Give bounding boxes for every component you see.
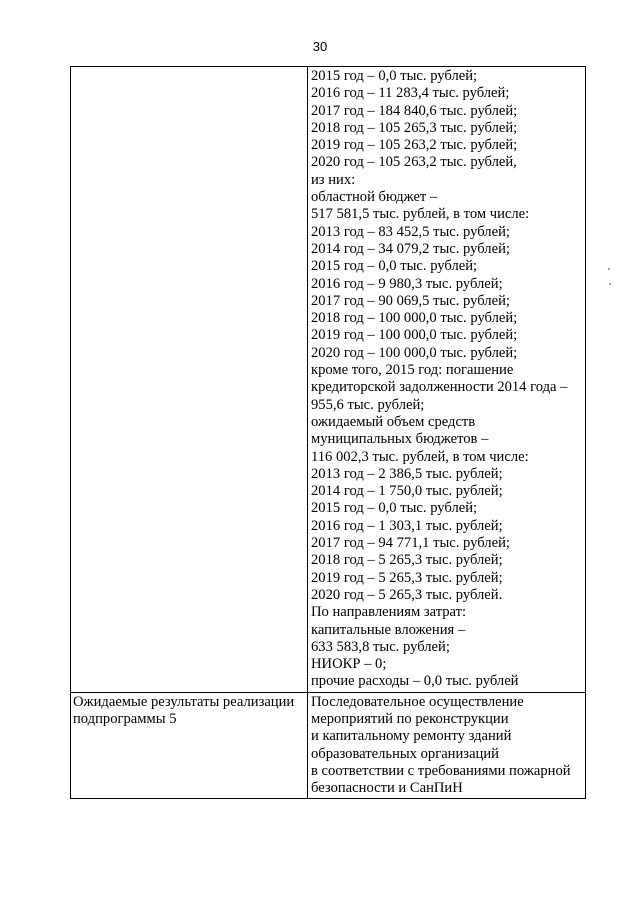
funding-line: 2016 год – 1 303,1 тыс. рублей; (311, 517, 503, 534)
results-value-line: образовательных организаций (311, 745, 499, 762)
results-row (70, 693, 586, 800)
funding-line: кредиторской задолженности 2014 года – (311, 379, 568, 396)
funding-row-value-cell (308, 67, 585, 692)
funding-line: 2018 год – 5 265,3 тыс. рублей; (311, 552, 503, 569)
funding-line: 2015 год – 0,0 тыс. рублей; (311, 68, 478, 84)
funding-row-label-cell (71, 67, 308, 692)
funding-line: 517 581,5 тыс. рублей, в том числе: (311, 206, 530, 223)
funding-line: 2015 год – 0,0 тыс. рублей; (311, 258, 478, 275)
page-number: 30 (312, 39, 328, 54)
results-label-line: Ожидаемые результаты реализации (73, 693, 295, 710)
funding-line: 2017 год – 94 771,1 тыс. рублей; (311, 535, 510, 552)
funding-line: По направлениям затрат: (311, 604, 467, 621)
funding-line: 955,6 тыс. рублей; (311, 396, 425, 413)
funding-line: 2020 год – 105 263,2 тыс. рублей, (311, 154, 517, 171)
scan-speck (608, 268, 610, 270)
funding-line: ожидаемый объем средств (311, 413, 476, 430)
results-value-line: безопасности и СанПиН (311, 780, 463, 797)
funding-line: 2018 год – 105 265,3 тыс. рублей; (311, 119, 518, 136)
funding-line: 2016 год – 11 283,4 тыс. рублей; (311, 85, 510, 102)
funding-line: прочие расходы – 0,0 тыс. рублей (311, 673, 519, 690)
funding-line: 2017 год – 184 840,6 тыс. рублей; (311, 102, 518, 119)
funding-line: областной бюджет – (311, 189, 438, 206)
funding-line: 2019 год – 105 263,2 тыс. рублей; (311, 137, 518, 154)
funding-line: 2014 год – 1 750,0 тыс. рублей; (311, 483, 503, 500)
funding-row (70, 66, 586, 693)
funding-line: 2018 год – 100 000,0 тыс. рублей; (311, 310, 518, 327)
funding-line: НИОКР – 0; (311, 656, 387, 673)
results-value-line: в соответствии с требованиями пожарной (311, 762, 571, 779)
results-row-label-cell (71, 693, 308, 799)
funding-line: 2015 год – 0,0 тыс. рублей; (311, 500, 478, 517)
funding-line: из них: (311, 171, 356, 188)
funding-line: 2020 год – 100 000,0 тыс. рублей; (311, 344, 518, 361)
program-table (70, 66, 586, 799)
funding-line: 2013 год – 83 452,5 тыс. рублей; (311, 223, 510, 240)
funding-line: 2014 год – 34 079,2 тыс. рублей; (311, 240, 510, 257)
results-value-line: и капитальному ремонту зданий (311, 728, 512, 745)
funding-line: 116 002,3 тыс. рублей, в том числе: (311, 448, 529, 465)
results-value-line: мероприятий по реконструкции (311, 710, 509, 727)
funding-line: кроме того, 2015 год: погашение (311, 362, 514, 379)
results-row-value-cell (308, 693, 585, 799)
funding-line: 2017 год – 90 069,5 тыс. рублей; (311, 292, 510, 309)
funding-line: 2013 год – 2 386,5 тыс. рублей; (311, 465, 503, 482)
funding-line: муниципальных бюджетов – (311, 431, 489, 448)
scan-speck (609, 283, 611, 285)
funding-line: 2016 год – 9 980,3 тыс. рублей; (311, 275, 503, 292)
funding-line: 633 583,8 тыс. рублей; (311, 638, 450, 655)
funding-line: капитальные вложения – (311, 621, 466, 638)
funding-line: 2019 год – 5 265,3 тыс. рублей; (311, 569, 503, 586)
results-label-line: подпрограммы 5 (73, 710, 177, 727)
funding-line: 2019 год – 100 000,0 тыс. рублей; (311, 327, 518, 344)
results-value-line: Последовательное осуществление (311, 693, 524, 710)
funding-line: 2020 год – 5 265,3 тыс. рублей. (311, 586, 503, 603)
